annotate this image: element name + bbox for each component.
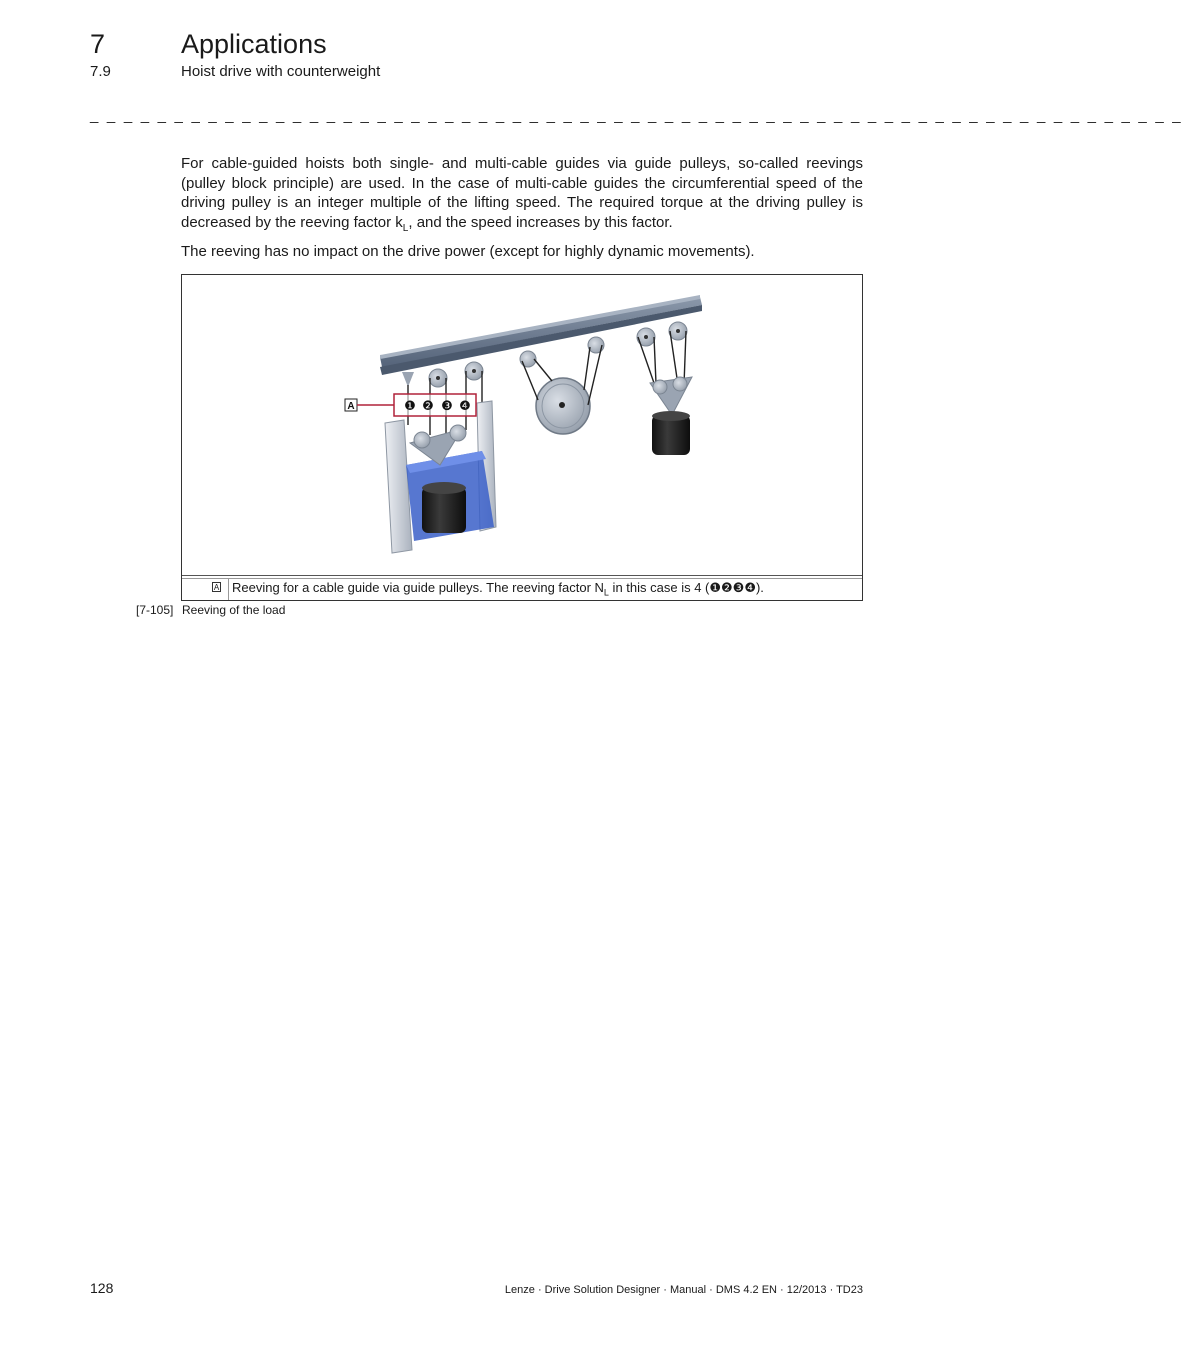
legend-separator (182, 575, 862, 576)
section-title: Hoist drive with counterweight (181, 63, 381, 80)
load-cage (385, 401, 496, 553)
paragraph-text: , and the speed increases by this factor. (408, 213, 673, 231)
reeving-illustration (182, 275, 862, 575)
paragraph-drive-power: The reeving has no impact on the drive power (except for highly dynamic movements). (181, 243, 755, 260)
figure-reeving (181, 274, 863, 601)
subscript: L (603, 587, 609, 598)
paragraph-text: For cable-guided hoists both single- and multi-cable guides via guide pulleys, so-called reevings (pulley block principle) are used. In the case of multi-cable guides the circumferential speed of the driving pulley is an integer multiple of the lifting speed. The required torque at the driving pulley is decreased by the reeving factor k (181, 155, 863, 231)
header-separator: _ _ _ _ _ _ _ _ _ _ _ _ _ _ _ _ _ _ _ _ _ _ _ _ _ _ _ _ _ _ _ _ _ _ _ _ _ _ _ _ _ _ _ _ _ _ _ _ _ _ _ _ _ _ _ _ _ _ _ _ _ _ _ _ _ (90, 107, 1183, 124)
page-number: 128 (90, 1280, 114, 1296)
section-number: 7.9 (90, 63, 111, 80)
legend-column-divider (228, 578, 229, 600)
subscript: L (402, 222, 409, 234)
legend-text-part: Reeving for a cable guide via guide pulleys. The reeving factor N (232, 580, 604, 595)
figure-number: [7-105] (136, 603, 174, 617)
legend-text-part: in this case is 4 (❶❷❸❹). (608, 580, 764, 595)
driving-pulley (536, 378, 590, 434)
marker-3: ❸ (441, 399, 453, 414)
marker-2: ❷ (422, 399, 434, 414)
callout-a-label: A (347, 401, 355, 412)
marker-4: ❹ (459, 399, 471, 414)
counterweight (650, 377, 692, 455)
figure-caption: Reeving of the load (182, 603, 286, 617)
marker-1: ❶ (404, 399, 416, 414)
footer-text: Lenze · Drive Solution Designer · Manual · DMS 4.2 EN · 12/2013 · TD23 (504, 1284, 863, 1296)
legend-key: A (213, 583, 220, 592)
callout-a (345, 394, 476, 416)
chapter-number: 7 (90, 29, 106, 59)
paragraph-reeving-intro (181, 154, 863, 238)
chapter-title: Applications (181, 29, 327, 59)
legend-text (232, 579, 764, 602)
